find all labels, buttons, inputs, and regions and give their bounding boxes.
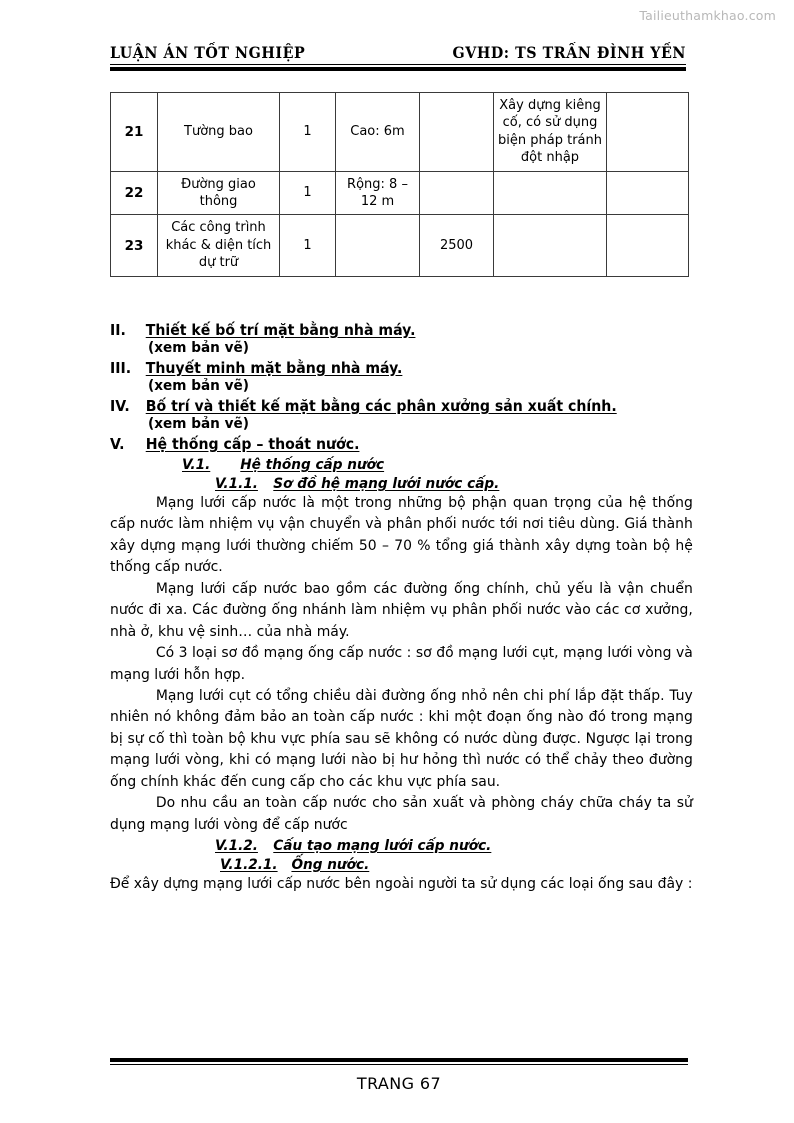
cell-quantity: 1 [280,171,336,215]
section-note-2: (xem bản vẽ) [148,340,249,356]
cell-area: 2500 [420,215,494,276]
section-note-3: (xem bản vẽ) [148,378,249,394]
section-number: V.1. [182,457,211,473]
section-heading-4 [110,397,692,415]
header-left-title: LUẬN ÁN TỐT NGHIỆP [110,43,306,62]
section-number: V. [110,435,125,453]
cell-note [494,171,607,215]
cell-size: Rộng: 8 – 12 m [336,171,420,215]
section-title: Ống nước. [291,857,370,873]
cell-index: 21 [111,93,158,172]
header-rule-thin [110,64,686,65]
section-title: Thiết kế bố trí mặt bằng nhà máy. [145,321,416,339]
section-title: Thuyết minh mặt bằng nhà máy. [145,359,403,377]
document-content [110,318,694,894]
watermark-text: Tailieuthamkhao.com [639,8,776,23]
paragraph-3: Có 3 loại sơ đồ mạng ống cấp nước : sơ đồ mạng lưới cụt, mạng lưới vòng và mạng lưới hỗn hợp. [110,644,693,683]
footer-rule-thick [110,1058,688,1062]
cell-extra [607,215,689,276]
section-heading-5-1 [182,457,663,473]
section-heading-5-1-2-1 [220,857,666,873]
section-heading-5-1-1 [215,476,665,492]
section-title: Bố trí và thiết kế mặt bằng các phân xưởng sản xuất chính. [145,397,617,415]
section-heading-3 [110,359,692,377]
cell-name: Tường bao [158,93,280,172]
paragraph-2: Mạng lưới cấp nước bao gồm các đường ống chính, chủ yếu là vận chuển nước đi xa. Các đường ống nhánh làm nhiệm vụ phân phối nước vào các cơ xưởng, nhà ở, khu vệ sinh… của nhà máy. [110,579,693,640]
table-row [111,171,689,215]
cell-name: Đường giao thông [158,171,280,215]
cell-area [420,171,494,215]
cell-note [494,215,607,276]
section-title: Cấu tạo mạng lưới cấp nước. [273,838,492,854]
section-heading-5 [110,435,692,453]
cell-index: 23 [111,215,158,276]
section-title: Hệ thống cấp nước [240,457,385,473]
cell-extra [607,171,689,215]
cell-name: Các công trình khác & diện tích dự trữ [158,215,280,276]
cell-size [336,215,420,276]
paragraph-4: Mạng lưới cụt có tổng chiều dài đường ống nhỏ nên chi phí lắp đặt thấp. Tuy nhiên nó không đảm bảo an toàn cấp nước : khi một đoạn ống nào đó trong mạng bị sự cố thì toàn bộ khu vực phía sau sẽ không có nước dùng được. Ngược lại trong mạng lưới vòng, khi có mạng lưới nào bị hư hỏng thì nước có thể chảy theo đường ống chính khác đến cung cấp cho các khu vực phía sau. [110,686,693,790]
table-row [111,215,689,276]
paragraph-6: Để xây dựng mạng lưới cấp nước bên ngoài người ta sử dụng các loại ống sau đây : [110,875,693,892]
section-note-4: (xem bản vẽ) [148,416,249,432]
page-footer [110,1058,688,1093]
section-number: V.1.2.1. [220,857,278,873]
cell-area [420,93,494,172]
running-header [110,44,686,71]
header-right-advisor: GVHD: TS TRẦN ĐÌNH YẾN [452,43,687,62]
paragraph-5: Do nhu cầu an toàn cấp nước cho sản xuất và phòng cháy chữa cháy ta sử dụng mạng lưới vòng để cấp nước [110,794,693,833]
page-number-label: TRANG 67 [356,1074,442,1093]
section-heading-2 [110,321,692,339]
cell-size: Cao: 6m [336,93,420,172]
cell-note: Xây dựng kiêng cố, có sử dụng biện pháp tránh đột nhập [494,93,607,172]
section-number: IV. [110,397,130,415]
footer-rule-thin [110,1064,688,1065]
section-number: II. [110,321,126,339]
section-number: V.1.1. [215,476,258,492]
cell-quantity: 1 [280,215,336,276]
table-row [111,93,689,172]
specifications-table [110,92,689,277]
header-rule-thick [110,67,686,71]
cell-quantity: 1 [280,93,336,172]
header-row [110,44,686,61]
section-number: V.1.2. [215,838,258,854]
table-body [111,93,689,277]
paragraph-1: Mạng lưới cấp nước là một trong những bộ phận quan trọng của hệ thống cấp nước làm nhiệm vụ vận chuyển và phân phối nước tới nơi tiêu dùng. Giá thành xây dựng mạng lưới thường chiếm 50 – 70 % tổng giá thành xây dựng toàn bộ hệ thống cấp nước. [110,494,693,576]
section-title: Hệ thống cấp – thoát nước. [145,435,360,453]
cell-index: 22 [111,171,158,215]
cell-extra [607,93,689,172]
section-heading-5-1-2 [215,838,665,854]
section-title: Sơ đồ hệ mạng lưới nước cấp. [273,476,500,492]
section-number: III. [110,359,132,377]
